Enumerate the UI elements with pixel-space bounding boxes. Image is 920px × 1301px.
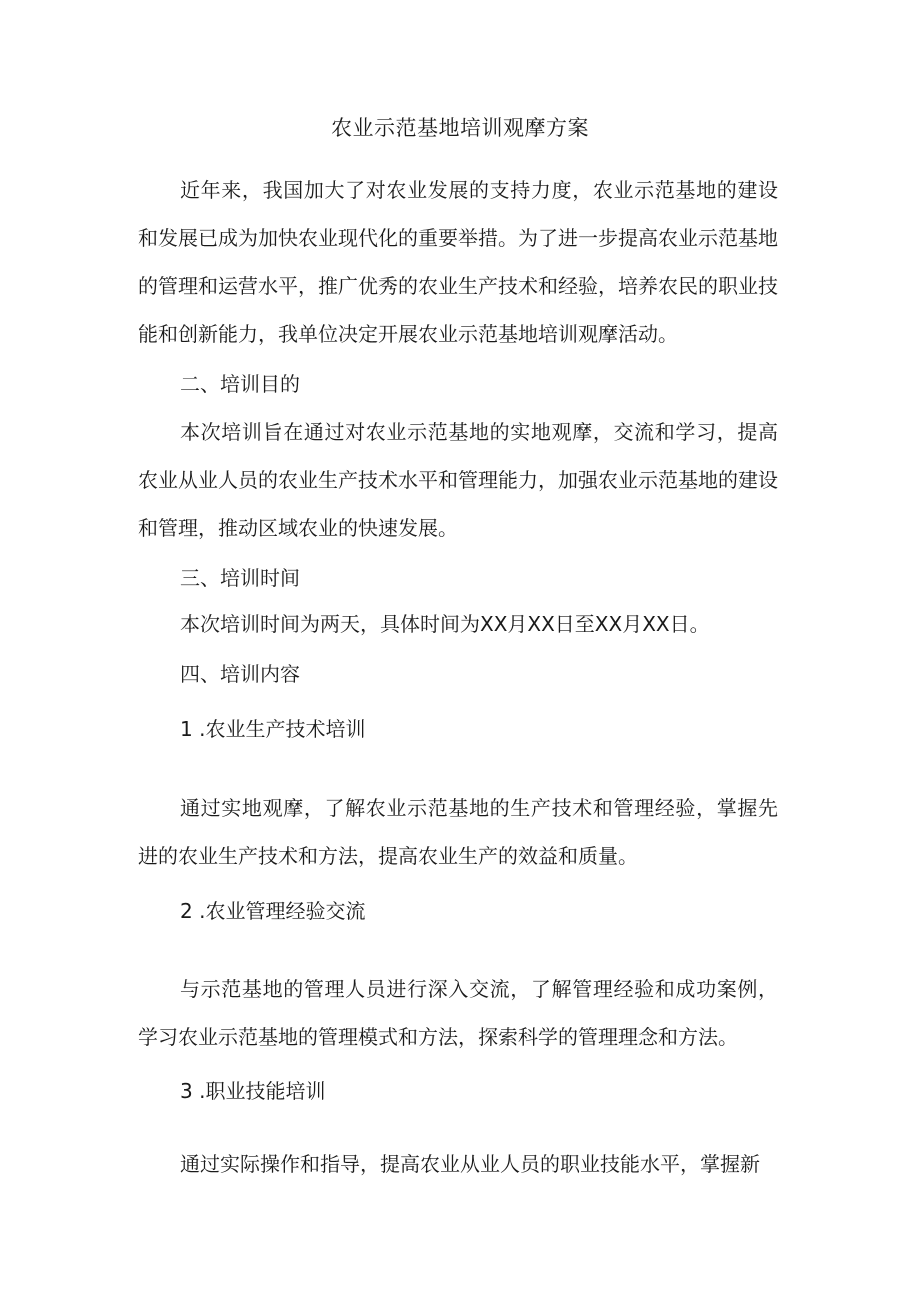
section-heading-content: 四、培训内容	[180, 662, 300, 686]
item-paragraph-management: 与示范基地的管理人员进行深入交流，了解管理经验和成功案例，学习农业示范基地的管理模式和方法，探索科学的管理理念和方法。	[138, 977, 778, 1049]
section-heading-time: 三、培训时间	[180, 566, 300, 590]
item-paragraph-skills: 通过实际操作和指导，提高农业从业人员的职业技能水平，掌握新	[180, 1152, 760, 1176]
section-heading-purpose: 二、培训目的	[180, 372, 300, 396]
item-heading-skills: 3 .职业技能培训	[180, 1079, 326, 1103]
document-title: 农业示范基地培训观摩方案	[331, 116, 589, 140]
item-paragraph-production: 通过实地观摩，了解农业示范基地的生产技术和管理经验，掌握先进的农业生产技术和方法，提高农业生产的效益和质量。	[138, 796, 778, 868]
intro-paragraph: 近年来，我国加大了对农业发展的支持力度，农业示范基地的建设和发展已成为加快农业现代化的重要举措。为了进一步提高农业示范基地的管理和运营水平，推广优秀的农业生产技术和经验，培养农民的职业技能和创新能力，我单位决定开展农业示范基地培训观摩活动。	[138, 178, 778, 346]
purpose-paragraph: 本次培训旨在通过对农业示范基地的实地观摩，交流和学习，提高农业从业人员的农业生产技术水平和管理能力，加强农业示范基地的建设和管理，推动区域农业的快速发展。	[138, 420, 778, 540]
item-heading-production: 1 .农业生产技术培训	[180, 717, 366, 741]
time-paragraph: 本次培训时间为两天，具体时间为XX月XX日至XX月XX日。	[180, 612, 710, 636]
item-heading-management: 2 .农业管理经验交流	[180, 899, 366, 923]
